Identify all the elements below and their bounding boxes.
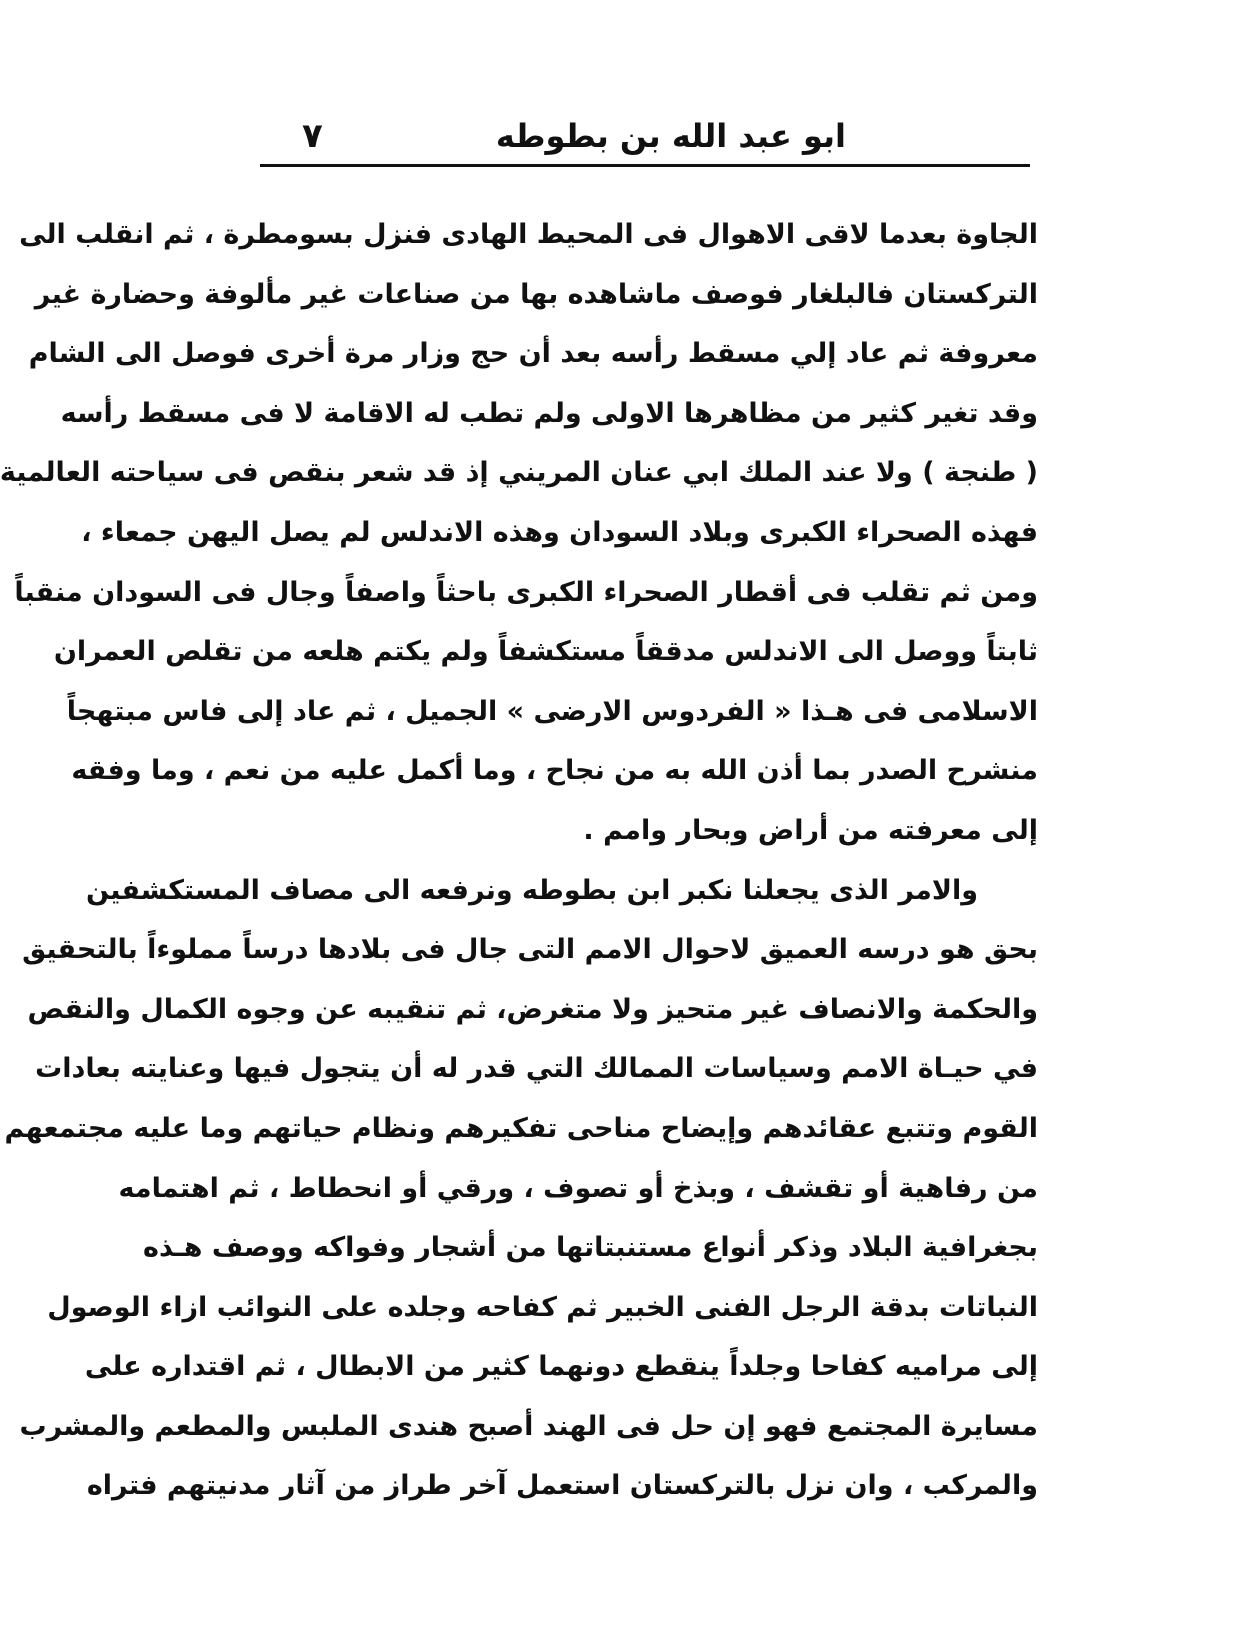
text-line: في حيـاة الامم وسياسات الممالك التي قدر له أن يتجول فيها وعنايته بعادات	[35, 1053, 1038, 1085]
text-line: بحق هو درسه العميق لاحوال الامم التى جال فى بلادها درساً مملوءاً بالتحقيق	[22, 934, 1038, 966]
paragraph-first-line: والامر الذى يجعلنا نكبر ابن بطوطه ونرفعه الى مصاف المستكشفين	[86, 874, 978, 906]
running-title: ابو عبد الله بن بطوطه	[495, 117, 846, 155]
text-line: التركستان فالبلغار فوصف ماشاهده بها من صناعات غير مألوفة وحضارة غير	[34, 278, 1038, 310]
header-rule	[260, 164, 1030, 167]
text-line: إلى مراميه كفاحا وجلداً ينقطع دونهما كثير من الابطال ، ثم اقتداره على	[84, 1351, 1038, 1383]
text-line: الجاوة بعدما لاقى الاهوال فى المحيط الهادى فنزل بسومطرة ، ثم انقلب الى	[19, 219, 1038, 250]
text-line: ومن ثم تقلب فى أقطار الصحراء الكبرى باحثاً واصفاً وجال فى السودان منقباً	[14, 576, 1038, 608]
body-text	[0, 205, 1038, 1516]
text-line: ( طنجة ) ولا عند الملك ابي عنان المريني إذ قد شعر بنقص فى سياحته العالمية	[0, 457, 1038, 489]
text-line: مسايرة المجتمع فهو إن حل فى الهند أصبح هندى الملبس والمطعم والمشرب	[19, 1410, 1038, 1442]
text-line: فهذه الصحراء الكبرى وبلاد السودان وهذه الاندلس لم يصل اليهن جمعاء ،	[81, 516, 1038, 548]
page-number: ٧	[302, 116, 323, 156]
text-line: والحكمة والانصاف غير متحيز ولا متغرض، ثم تنقيبه عن وجوه الكمال والنقص	[27, 993, 1038, 1025]
text-line: من رفاهية أو تقشف ، وبذخ أو تصوف ، ورقي أو انحطاط ، ثم اهتمامه	[118, 1172, 1038, 1204]
text-line: القوم وتتبع عقائدهم وإيضاح مناحى تفكيرهم ونظام حياتهم وما عليه مجتمعهم	[4, 1112, 1038, 1144]
text-line: الاسلامى فى هـذا « الفردوس الارضى » الجميل ، ثم عاد إلى فاس مبتهجاً	[66, 695, 1038, 727]
text-line: بجغرافية البلاد وذكر أنواع مستنبتاتها من أشجار وفواكه ووصف هـذه	[143, 1232, 1038, 1264]
text-line: النباتات بدقة الرجل الفنى الخبير ثم كفاحه وجلده على النوائب ازاء الوصول	[47, 1291, 1038, 1323]
text-line: والمركب ، وان نزل بالتركستان استعمل آخر طراز من آثار مدنيتهم فتراه	[86, 1470, 1038, 1502]
running-header	[250, 108, 1036, 164]
text-line: ثابتاً ووصل الى الاندلس مدققاً مستكشفاً ولم يكتم هلعه من تقلص العمران	[53, 636, 1038, 668]
paragraph-end-line: إلى معرفته من أراض وبحار وامم .	[583, 814, 1038, 846]
text-line: وقد تغير كثير من مظاهرها الاولى ولم تطب له الاقامة لا فى مسقط رأسه	[60, 397, 1038, 429]
text-line: منشرح الصدر بما أذن الله به من نجاح ، وما أكمل عليه من نعم ، وما وفقه	[71, 755, 1038, 787]
text-line: معروفة ثم عاد إلي مسقط رأسه بعد أن حج وزار مرة أخرى فوصل الى الشام	[28, 338, 1038, 370]
